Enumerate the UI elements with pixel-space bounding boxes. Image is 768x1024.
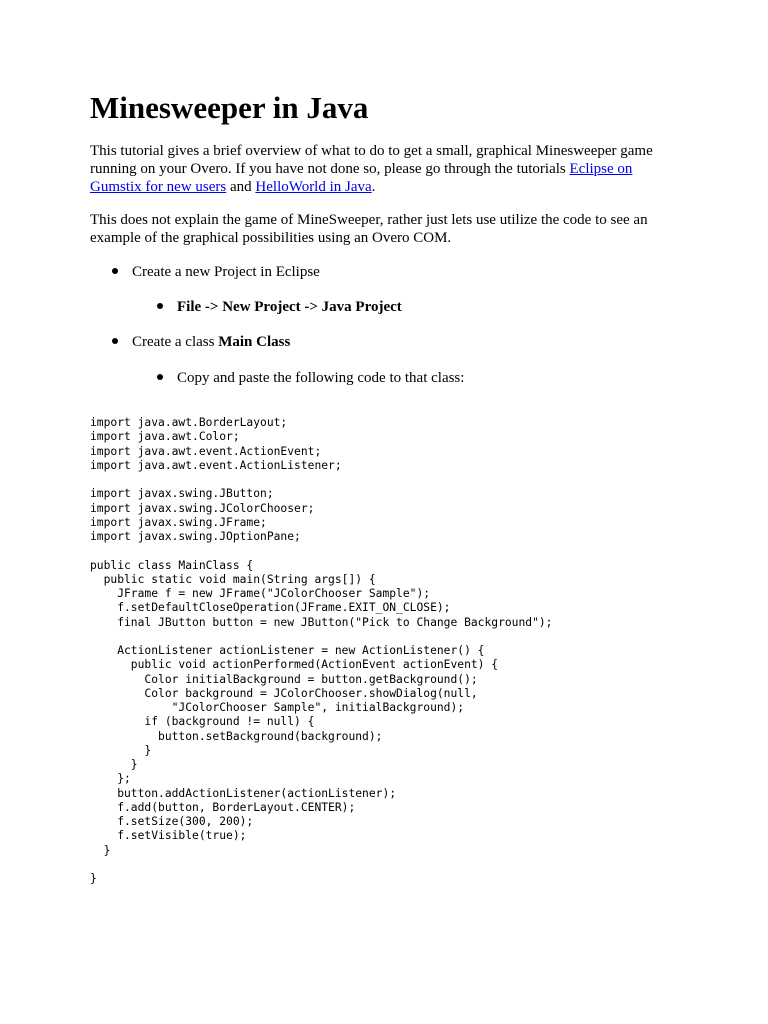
list-item-label: Create a class bbox=[132, 334, 219, 350]
list-item-create-project bbox=[112, 263, 320, 281]
list-item-copy-code bbox=[157, 369, 464, 387]
list-item-label: File -> New Project -> Java Project bbox=[177, 299, 402, 315]
bullet-dot-icon bbox=[112, 268, 118, 274]
intro-text-after: . bbox=[371, 179, 376, 195]
list-item-new-java-project bbox=[157, 298, 402, 316]
list-item-label: Copy and paste the following code to that class: bbox=[177, 370, 465, 386]
intro-text-before: This tutorial gives a brief overview of what to do to get a small, graphical Minesweeper game running on your Overo. If you have not done so, please go through the tutorials bbox=[90, 143, 653, 177]
bullet-dot-icon bbox=[157, 303, 163, 309]
class-name-bold: Main Class bbox=[218, 334, 291, 350]
code-block: import java.awt.BorderLayout; import java.awt.Color; import java.awt.event.ActionEvent; import java.awt.event.ActionListener; import javax.swing.JButton; import javax.swing.JColorChooser; import javax.swing.JFrame; import javax.swing.JOptionPane; public class MainClass { public static void main(String args[]) { JFrame f = new JFrame("JColorChooser Sample"); f.setDefaultCloseOperation(JFrame.EXIT_ON_CLOSE); final JButton button = new JButton("Pick to Change Background"); ActionListener actionListener = new ActionListener() { public void actionPerformed(ActionEvent actionEvent) { Color initialBackground = button.getBackground(); Color background = JColorChooser.showDialog(null, "JColorChooser Sample", initialBackground); if (background != null) { button.setBackground(background); } } }; button.addActionListener(actionListener); f.add(button, BorderLayout.CENTER); f.setSize(300, 200); f.setVisible(true); } } bbox=[90, 416, 553, 885]
intro-text-between: and bbox=[226, 179, 256, 195]
description-paragraph: This does not explain the game of MineSweeper, rather just lets use utilize the code to see an example of the graphical possibilities using an Overo COM. bbox=[90, 212, 648, 246]
list-item-label: Create a new Project in Eclipse bbox=[132, 264, 320, 280]
bullet-dot-icon bbox=[112, 338, 118, 344]
list-item-create-class bbox=[112, 333, 290, 351]
intro-paragraph bbox=[90, 142, 670, 196]
page-title: Minesweeper in Java bbox=[90, 90, 369, 125]
bullet-dot-icon bbox=[157, 374, 163, 380]
eclipse-tutorial-link[interactable]: Eclipse on Gumstix for new users bbox=[90, 161, 633, 195]
helloworld-tutorial-link[interactable]: HelloWorld in Java bbox=[255, 179, 372, 195]
